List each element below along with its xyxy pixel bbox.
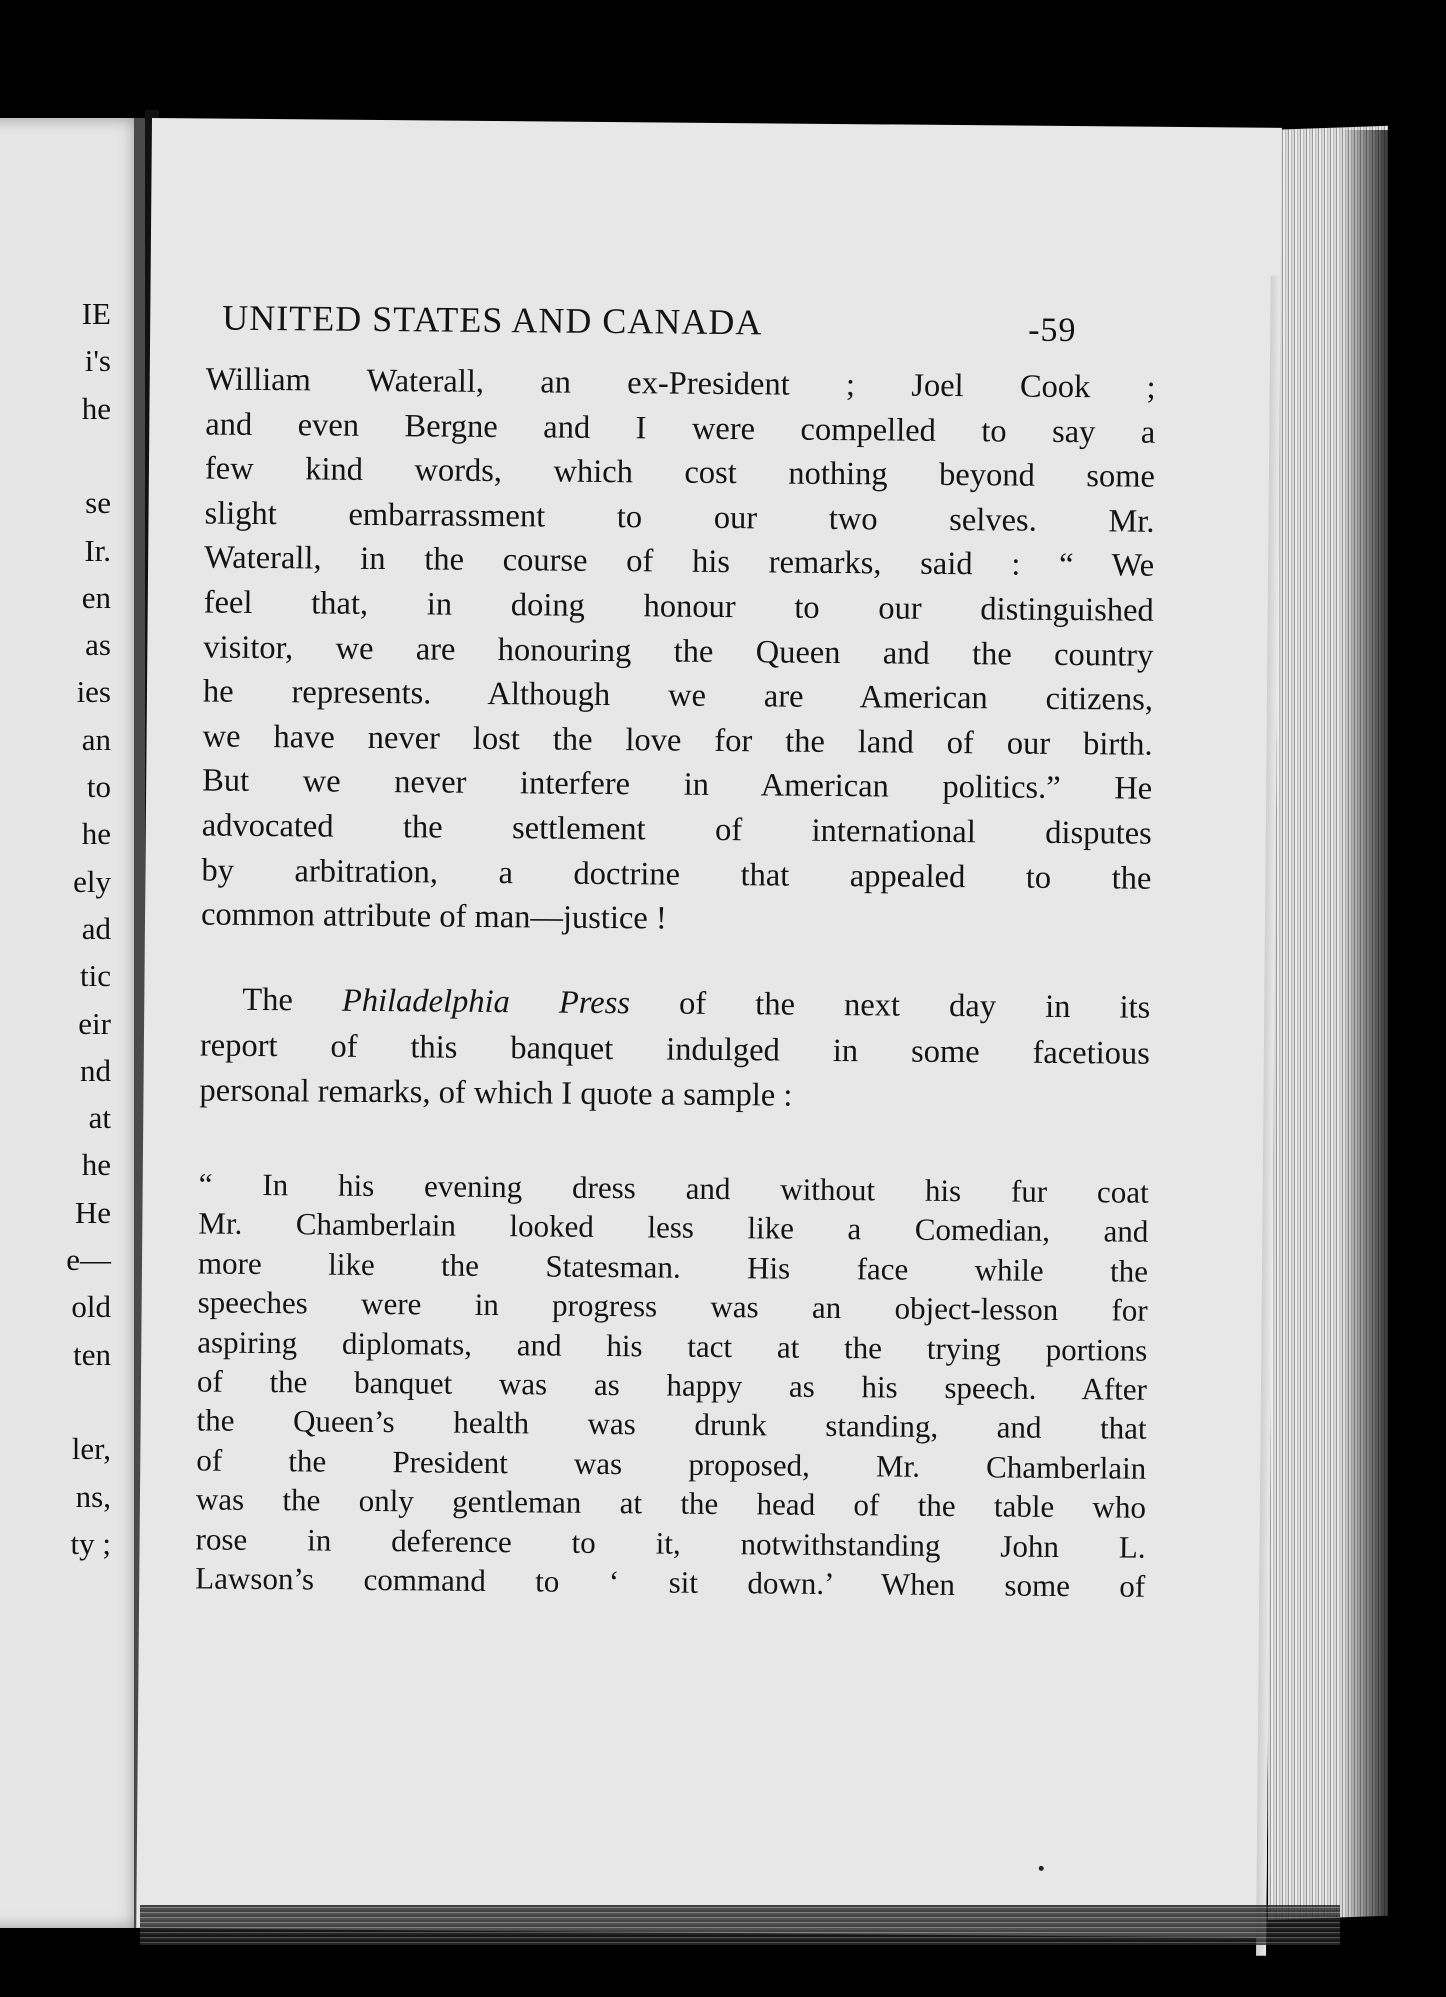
left-page-line: i's xyxy=(84,343,111,379)
para1-line: Waterall, in the course of his remarks, said : “ We xyxy=(204,539,1155,585)
quote-line: the Queen’s health was drunk standing, and that xyxy=(196,1402,1147,1447)
quote-line: speeches were in progress was an object-lesson for xyxy=(197,1284,1148,1328)
left-page-line: he xyxy=(81,816,111,852)
para1-line: he represents. Although we are American citizens, xyxy=(202,673,1154,718)
para1-line: But we never interfere in American politics.” He xyxy=(202,762,1153,808)
left-page-line: Ir. xyxy=(84,532,111,568)
quote-line: more like the Statesman. His face while the xyxy=(197,1245,1149,1289)
left-page-line: en xyxy=(81,579,111,615)
page-speck xyxy=(1039,1866,1044,1871)
left-page-line: ty ; xyxy=(70,1525,111,1561)
para1-line: visitor, we are honouring the Queen and the country xyxy=(203,629,1154,674)
left-page-line: IE xyxy=(81,296,111,331)
para1-line: William Waterall, an ex-President ; Joel Cook ; xyxy=(205,361,1156,406)
left-page-line: He xyxy=(74,1194,111,1230)
para1-line: few kind words, which cost nothing beyond some xyxy=(204,450,1156,495)
left-page-line: to xyxy=(86,769,111,804)
para1-line: advocated the settlement of international disputes xyxy=(201,807,1152,852)
paragraph-2-tail: of the next day in its xyxy=(629,985,1151,1026)
para1-line: feel that, in doing honour to our distinguished xyxy=(203,584,1154,629)
left-page-line: old xyxy=(71,1289,111,1325)
quote-line: of the President was proposed, Mr. Chamberlain xyxy=(196,1442,1147,1486)
para2-line: report of this banquet indulged in some facetious xyxy=(199,1027,1151,1072)
newspaper-title: Philadelphia Press xyxy=(341,982,631,1022)
para1-line: we have never lost the love for the land of our birth. xyxy=(202,718,1153,763)
left-page-line: e— xyxy=(66,1242,111,1277)
left-page-line: ns, xyxy=(75,1478,111,1514)
left-page-line: as xyxy=(85,627,111,663)
left-page-line: eir xyxy=(78,1005,111,1041)
running-head-title: UNITED STATES AND CANADA xyxy=(222,297,763,343)
quote-line: of the banquet was as happy as his speech. After xyxy=(196,1363,1148,1407)
paragraph-2-lead: The xyxy=(242,981,343,1019)
left-page-line: nd xyxy=(80,1052,111,1088)
page-block-shadow xyxy=(1340,130,1388,1920)
left-page-line: an xyxy=(81,721,111,757)
quote-line: aspiring diplomats, and his tact at the trying portions xyxy=(197,1324,1148,1368)
quote-line: rose in deference to it, notwithstanding John L. xyxy=(195,1521,1146,1565)
para1-line: and even Bergne and I were compelled to say a xyxy=(205,406,1156,451)
running-head xyxy=(222,297,1172,350)
quote-line: Mr. Chamberlain looked less like a Comedian, and xyxy=(198,1205,1149,1250)
left-page-line: at xyxy=(88,1100,111,1136)
left-page-line: ely xyxy=(73,863,111,899)
left-page-line: ten xyxy=(73,1336,111,1372)
quote-line: “ In his evening dress and without his fur coat xyxy=(198,1166,1149,1210)
paragraph-2-first-line xyxy=(242,981,1150,1027)
right-page xyxy=(136,118,1282,1938)
left-page-line: ler, xyxy=(71,1431,111,1467)
left-page-line: ad xyxy=(81,910,111,946)
left-page-line: ies xyxy=(76,674,111,710)
left-page-line: se xyxy=(85,485,111,521)
para1-line: slight embarrassment to our two selves. Mr. xyxy=(204,495,1155,540)
page-number: -59 xyxy=(1028,311,1077,350)
para1-line: common attribute of man—justice ! xyxy=(200,896,667,937)
left-page-line: tic xyxy=(80,958,111,994)
left-page-line: he xyxy=(81,1147,111,1183)
quote-line: was the only gentleman at the head of the table who xyxy=(195,1481,1147,1525)
quote-line: Lawson’s command to ‘ sit down.’ When some of xyxy=(195,1560,1146,1604)
left-facing-page xyxy=(0,118,145,1928)
bottom-page-edges xyxy=(140,1905,1340,1945)
left-page-line: he xyxy=(81,390,111,426)
para2-line: personal remarks, of which I quote a sample : xyxy=(199,1072,793,1114)
para1-line: by arbitration, a doctrine that appealed to the xyxy=(201,852,1152,897)
